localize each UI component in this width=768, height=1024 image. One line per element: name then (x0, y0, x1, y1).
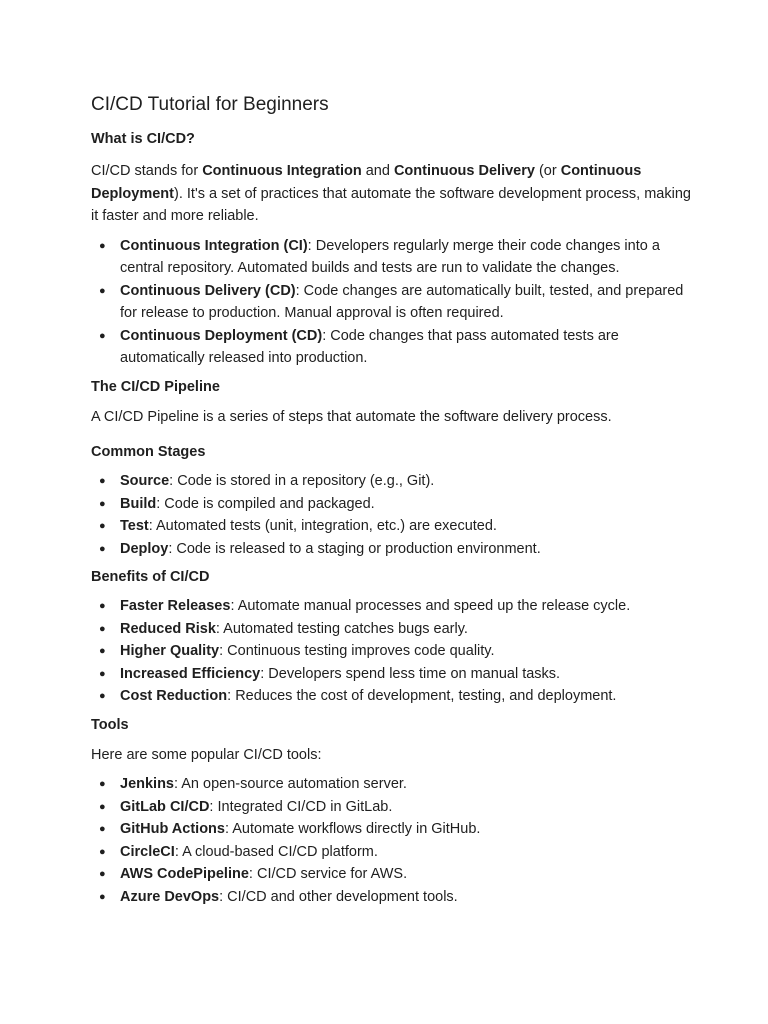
list-item-description: : An open-source automation server. (174, 776, 407, 792)
list-item (91, 863, 691, 886)
list-item-description: : Code is released to a staging or production environment. (168, 540, 541, 557)
bullet-icon: ● (99, 890, 106, 903)
list-item-term: GitLab CI/CD (120, 798, 210, 815)
list-item (91, 493, 691, 516)
list-item (91, 538, 691, 561)
list-item-term: Build (120, 495, 157, 512)
list-item-description: : Code is stored in a repository (e.g., Git). (169, 473, 435, 489)
list-item-description: : Automated testing catches bugs early. (215, 620, 468, 637)
bullet-icon: ● (99, 778, 106, 790)
bullet-icon: ● (99, 600, 106, 612)
benefits-list (91, 595, 691, 708)
list-item-term: Faster Releases (120, 598, 231, 614)
list-item (91, 773, 691, 796)
list-item-description: : Reduces the cost of development, testing, and deployment. (227, 688, 617, 704)
list-item-term: Deploy (120, 540, 169, 557)
list-item-term: Test (120, 518, 149, 534)
list-item (91, 515, 691, 538)
section-heading-pipeline: The CI/CD Pipeline (91, 378, 220, 395)
list-item-description: : Developers spend less time on manual tasks. (260, 665, 561, 682)
bullet-icon: ● (99, 690, 106, 702)
list-item-term: Higher Quality (120, 643, 220, 659)
bullet-icon: ● (99, 497, 106, 510)
list-item (91, 325, 691, 370)
list-item-description: : Code is compiled and packaged. (156, 495, 375, 512)
section-heading-benefits: Benefits of CI/CD (91, 569, 210, 585)
bullet-icon: ● (99, 868, 106, 880)
section-heading-stages: Common Stages (91, 444, 206, 460)
bullet-icon: ● (99, 329, 106, 342)
bullet-icon: ● (99, 667, 106, 680)
list-item-term: AWS CodePipeline (120, 866, 249, 882)
list-item-description: : Automate workflows directly in GitHub. (224, 821, 481, 837)
bold-term: Continuous Integration (202, 163, 362, 179)
bold-term: Continuous Deployment (91, 163, 642, 202)
bullet-icon: ● (99, 823, 106, 835)
list-item-description: : A cloud-based CI/CD platform. (174, 843, 378, 860)
page-title: CI/CD Tutorial for Beginners (91, 94, 329, 115)
text-run: (or (534, 163, 561, 179)
what-list (91, 235, 691, 370)
bullet-icon: ● (99, 520, 106, 532)
text-run: CI/CD stands for (91, 163, 203, 179)
bullet-icon: ● (99, 475, 106, 487)
section-heading-what: What is CI/CD? (91, 131, 195, 147)
tools-intro: Here are some popular CI/CD tools: (91, 746, 322, 763)
list-item-term: Reduced Risk (120, 620, 216, 637)
list-item-term: Jenkins (120, 776, 174, 792)
bullet-icon: ● (99, 645, 106, 657)
list-item (91, 818, 691, 841)
list-item-description: : CI/CD and other development tools. (219, 888, 458, 905)
text-run: ). It's a set of practices that automate the software development process, making it faster and more reliable. (91, 185, 691, 224)
bullet-icon: ● (99, 542, 106, 555)
list-item-term: Cost Reduction (120, 688, 228, 704)
list-item-description: : Code changes that pass automated tests are automatically released into production. (120, 327, 619, 366)
list-item (91, 280, 691, 325)
list-item (91, 685, 691, 708)
stages-list (91, 470, 691, 560)
list-item (91, 841, 691, 864)
list-item (91, 235, 691, 280)
text-run: and (361, 163, 394, 179)
list-item-term: Source (120, 473, 170, 489)
list-item-term: GitHub Actions (120, 821, 225, 837)
list-item-description: : Code changes are automatically built, tested, and prepared for release to production. Manual approval is often required. (120, 282, 684, 321)
list-item (91, 618, 691, 641)
bullet-icon: ● (99, 284, 106, 297)
list-item (91, 796, 691, 819)
pipeline-intro: A CI/CD Pipeline is a series of steps that automate the software delivery process. (91, 408, 612, 425)
list-item-description: : Automate manual processes and speed up the release cycle. (230, 598, 631, 614)
bold-term: Continuous Delivery (393, 163, 535, 179)
bullet-icon: ● (99, 800, 106, 813)
list-item-description: : Automated tests (unit, integration, etc.) are executed. (148, 518, 497, 534)
list-item (91, 470, 691, 493)
bullet-icon: ● (99, 622, 106, 635)
section-heading-tools: Tools (91, 716, 129, 733)
tools-list (91, 773, 691, 908)
document-page (91, 92, 691, 908)
list-item-term: Continuous Deployment (CD) (120, 327, 323, 344)
list-item-term: Continuous Integration (CI) (120, 237, 308, 254)
bullet-icon: ● (99, 845, 106, 858)
list-item-description: : Integrated CI/CD in GitLab. (209, 798, 393, 815)
list-item-description: : CI/CD service for AWS. (248, 866, 408, 882)
list-item-term: Increased Efficiency (120, 665, 261, 682)
list-item-term: Continuous Delivery (CD) (120, 282, 296, 299)
list-item-description: : Continuous testing improves code quality. (219, 643, 495, 659)
list-item-description: : Developers regularly merge their code changes into a central repository. Automated builds and tests are run to validate the changes. (120, 237, 660, 276)
list-item (91, 663, 691, 686)
list-item (91, 640, 691, 663)
list-item (91, 886, 691, 909)
bullet-icon: ● (99, 239, 106, 252)
list-item-term: CircleCI (120, 843, 175, 860)
what-intro (91, 160, 691, 228)
list-item (91, 595, 691, 618)
list-item-term: Azure DevOps (120, 888, 220, 905)
